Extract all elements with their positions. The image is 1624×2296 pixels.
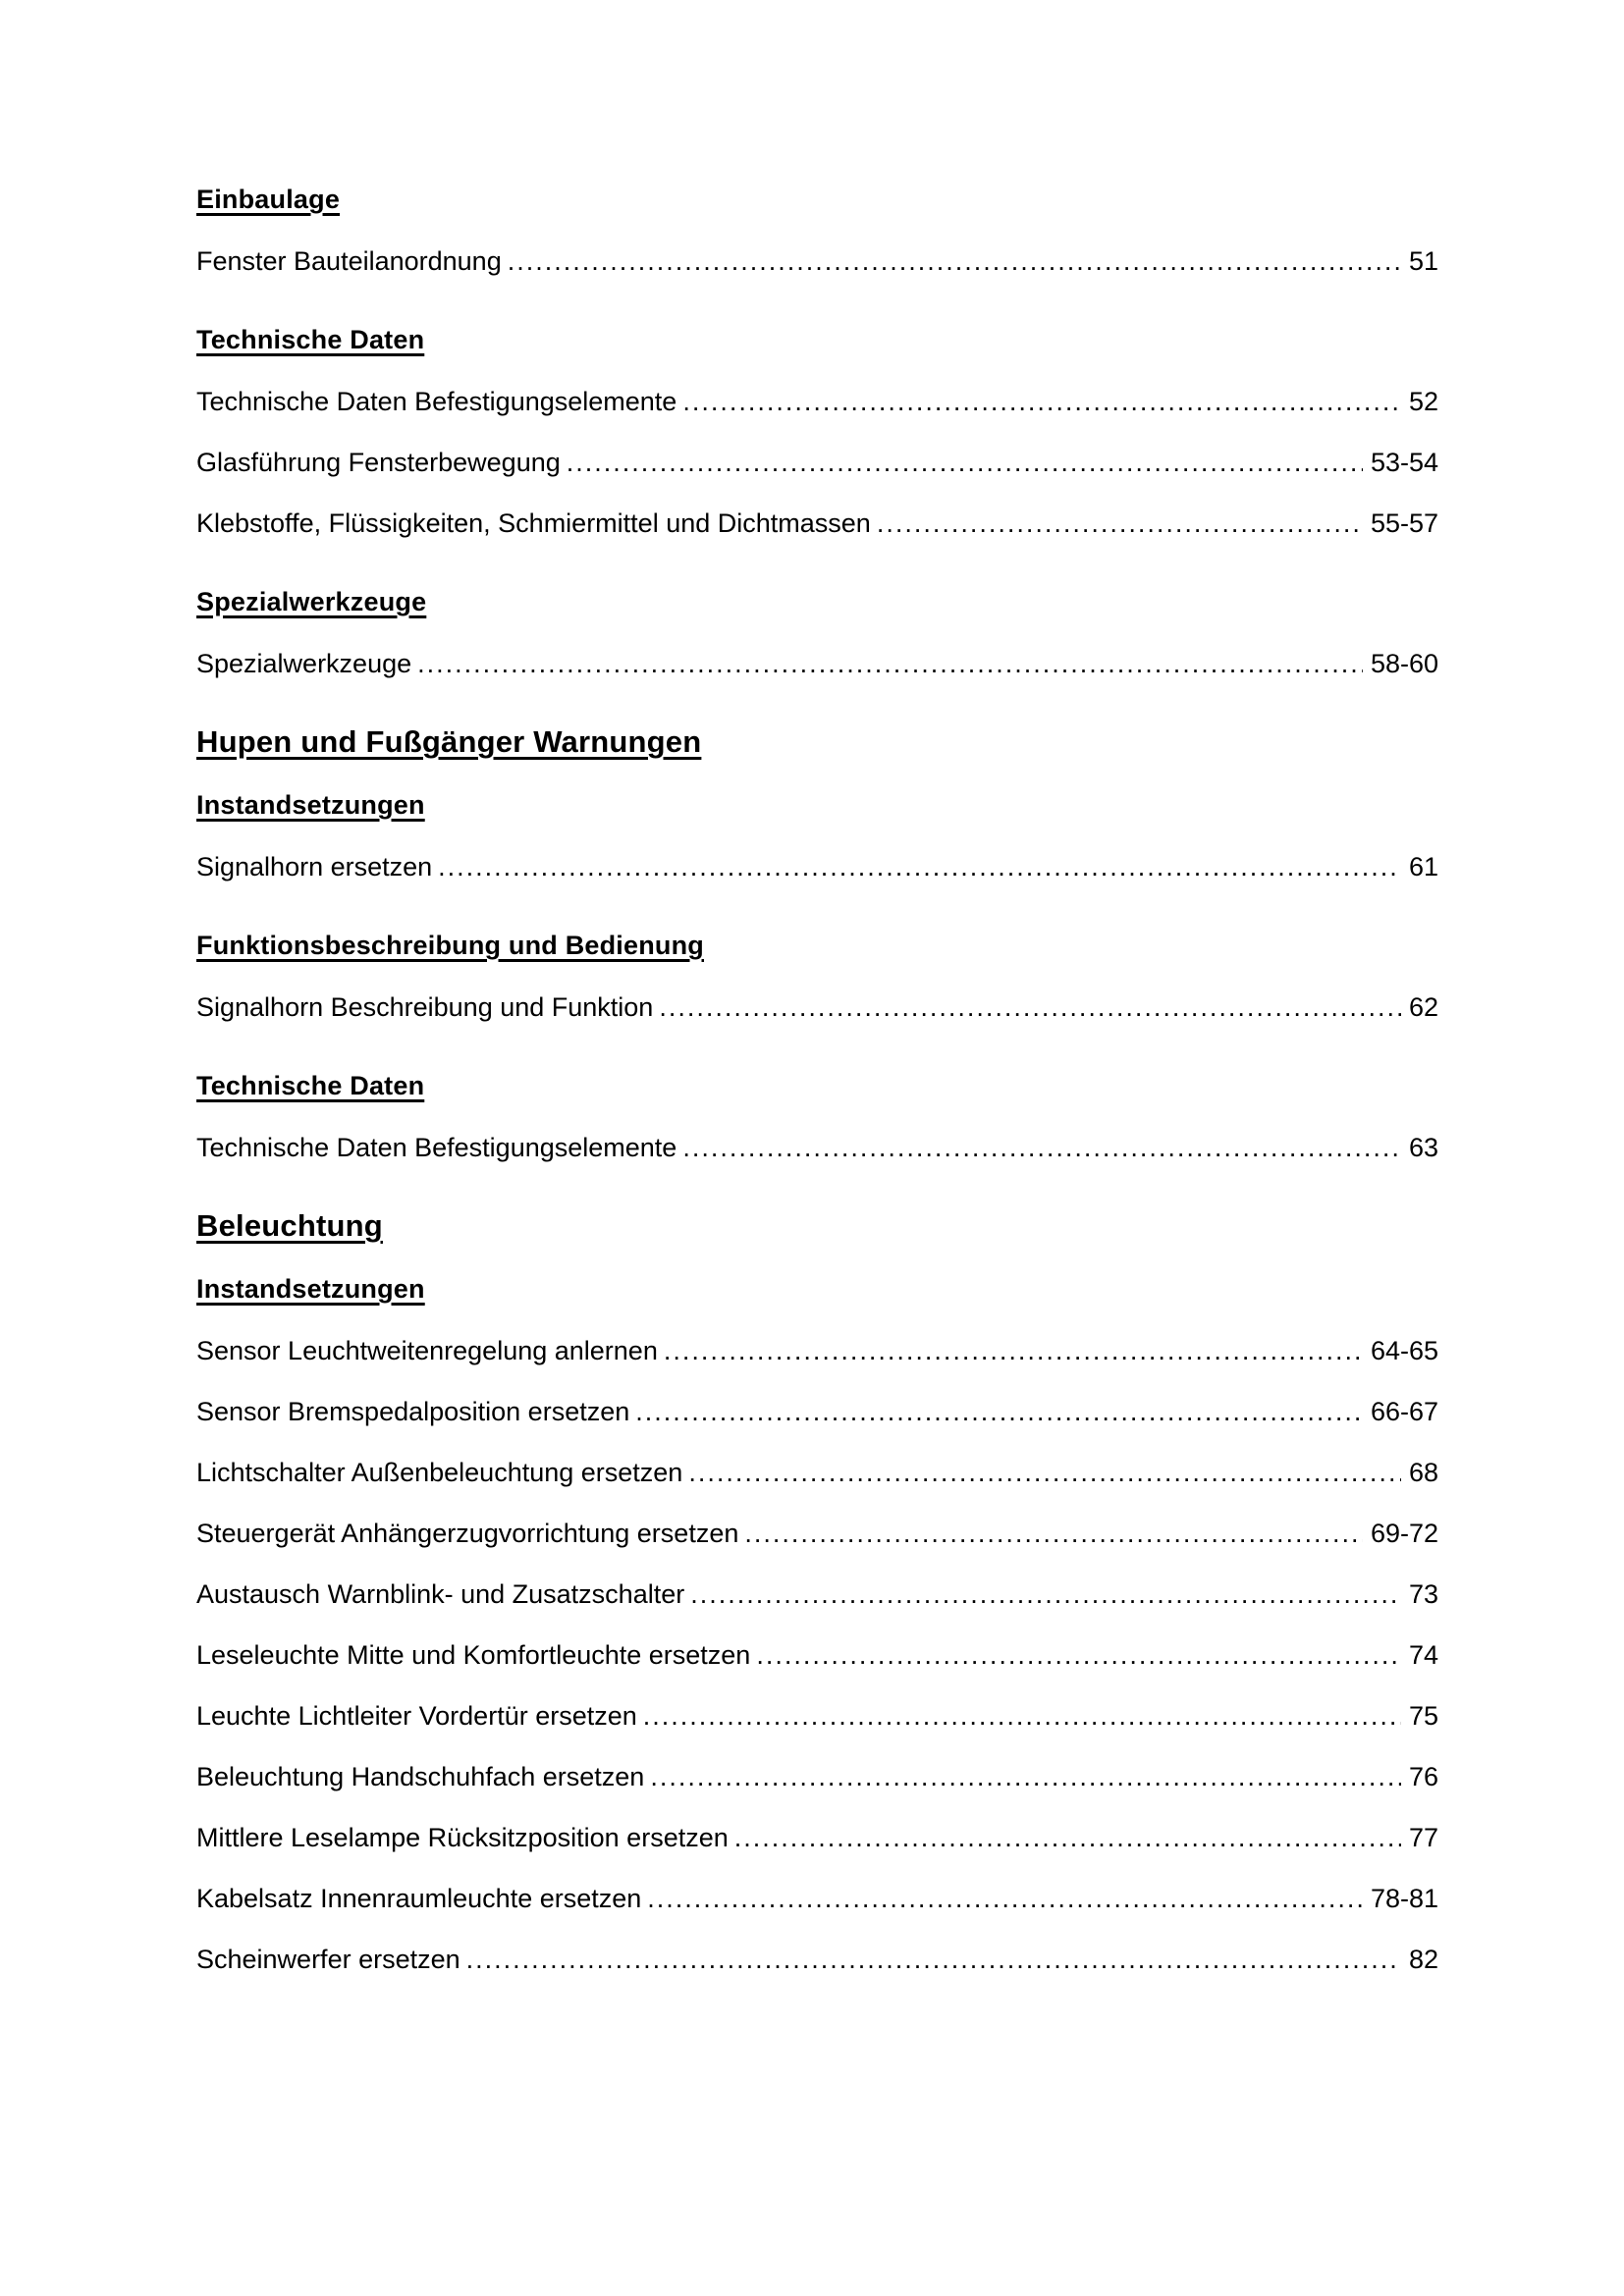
toc-entry[interactable] <box>196 1519 1438 1548</box>
entry-page-number: 66-67 <box>1370 1397 1438 1426</box>
section-title: Beleuchtung <box>196 1208 383 1243</box>
entry-title: Signalhorn Beschreibung und Funktion <box>196 992 654 1022</box>
entry-title: Leseleuchte Mitte und Komfortleuchte ersetzen <box>196 1640 751 1670</box>
toc-group <box>196 185 1438 276</box>
entry-title: Technische Daten Befestigungselemente <box>196 1133 677 1162</box>
entry-title: Sensor Bremspedalposition ersetzen <box>196 1397 630 1426</box>
toc-entry[interactable] <box>196 246 1438 276</box>
entry-page-number: 55-57 <box>1370 508 1438 538</box>
group-heading: Technische Daten <box>196 1071 425 1100</box>
dot-leader <box>438 852 1401 881</box>
toc-entry[interactable] <box>196 1701 1438 1731</box>
entry-page-number: 62 <box>1408 992 1438 1022</box>
dot-leader <box>643 1701 1401 1731</box>
dot-leader <box>508 246 1401 276</box>
toc-entry[interactable] <box>196 649 1438 678</box>
entry-title: Fenster Bauteilanordnung <box>196 246 502 276</box>
entry-title: Scheinwerfer ersetzen <box>196 1945 460 1974</box>
dot-leader <box>647 1884 1363 1913</box>
toc-entry[interactable] <box>196 1579 1438 1609</box>
dot-leader <box>756 1640 1401 1670</box>
entry-title: Mittlere Leselampe Rücksitzposition ersetzen <box>196 1823 729 1852</box>
entry-page-number: 52 <box>1408 387 1438 416</box>
toc-entry[interactable] <box>196 1762 1438 1791</box>
dot-leader <box>650 1762 1401 1791</box>
dot-leader <box>877 508 1363 538</box>
toc-group <box>196 724 1438 881</box>
entry-page-number: 61 <box>1408 852 1438 881</box>
toc-entry[interactable] <box>196 1823 1438 1852</box>
dot-leader <box>682 1133 1401 1162</box>
toc-entry[interactable] <box>196 1133 1438 1162</box>
entry-title: Steuergerät Anhängerzugvorrichtung ersetzen <box>196 1519 739 1548</box>
entry-page-number: 51 <box>1408 246 1438 276</box>
entry-title: Austausch Warnblink- und Zusatzschalter <box>196 1579 685 1609</box>
entry-page-number: 69-72 <box>1370 1519 1438 1548</box>
toc-group <box>196 1071 1438 1162</box>
toc-entry[interactable] <box>196 992 1438 1022</box>
entry-page-number: 73 <box>1408 1579 1438 1609</box>
dot-leader <box>417 649 1363 678</box>
dot-leader <box>659 992 1401 1022</box>
toc-entry[interactable] <box>196 448 1438 477</box>
entry-title: Lichtschalter Außenbeleuchtung ersetzen <box>196 1458 683 1487</box>
toc-entry[interactable] <box>196 1397 1438 1426</box>
toc-entry[interactable] <box>196 1884 1438 1913</box>
toc-entry[interactable] <box>196 1336 1438 1365</box>
entry-title: Spezialwerkzeuge <box>196 649 412 678</box>
entry-page-number: 76 <box>1408 1762 1438 1791</box>
entry-title: Klebstoffe, Flüssigkeiten, Schmiermittel und Dichtmassen <box>196 508 871 538</box>
entry-page-number: 75 <box>1408 1701 1438 1731</box>
toc-group <box>196 931 1438 1022</box>
entry-page-number: 82 <box>1408 1945 1438 1974</box>
entry-title: Glasführung Fensterbewegung <box>196 448 561 477</box>
dot-leader <box>734 1823 1401 1852</box>
dot-leader <box>682 387 1401 416</box>
dot-leader <box>690 1579 1401 1609</box>
entry-title: Leuchte Lichtleiter Vordertür ersetzen <box>196 1701 637 1731</box>
entry-page-number: 78-81 <box>1370 1884 1438 1913</box>
group-heading: Spezialwerkzeuge <box>196 587 427 616</box>
toc-group <box>196 325 1438 538</box>
section-title: Hupen und Fußgänger Warnungen <box>196 724 702 759</box>
entry-page-number: 58-60 <box>1370 649 1438 678</box>
group-heading: Instandsetzungen <box>196 790 425 820</box>
dot-leader <box>664 1336 1363 1365</box>
entry-title: Technische Daten Befestigungselemente <box>196 387 677 416</box>
toc-group <box>196 587 1438 678</box>
toc-group <box>196 1208 1438 1974</box>
toc-entry[interactable] <box>196 1945 1438 1974</box>
dot-leader <box>635 1397 1363 1426</box>
entry-title: Kabelsatz Innenraumleuchte ersetzen <box>196 1884 642 1913</box>
group-heading: Technische Daten <box>196 325 425 354</box>
group-heading: Einbaulage <box>196 185 341 214</box>
toc-entry[interactable] <box>196 508 1438 538</box>
dot-leader <box>744 1519 1363 1548</box>
toc-entry[interactable] <box>196 1458 1438 1487</box>
dot-leader <box>688 1458 1401 1487</box>
toc-entry[interactable] <box>196 1640 1438 1670</box>
dot-leader <box>567 448 1363 477</box>
entry-title: Signalhorn ersetzen <box>196 852 433 881</box>
entry-page-number: 53-54 <box>1370 448 1438 477</box>
entry-page-number: 64-65 <box>1370 1336 1438 1365</box>
group-heading: Funktionsbeschreibung und Bedienung <box>196 931 704 960</box>
toc-entry[interactable] <box>196 387 1438 416</box>
table-of-contents <box>196 185 1438 1974</box>
entry-page-number: 63 <box>1408 1133 1438 1162</box>
entry-page-number: 68 <box>1408 1458 1438 1487</box>
dot-leader <box>466 1945 1401 1974</box>
toc-entry[interactable] <box>196 852 1438 881</box>
entry-title: Sensor Leuchtweitenregelung anlernen <box>196 1336 658 1365</box>
entry-title: Beleuchtung Handschuhfach ersetzen <box>196 1762 645 1791</box>
entry-page-number: 77 <box>1408 1823 1438 1852</box>
group-heading: Instandsetzungen <box>196 1274 425 1304</box>
entry-page-number: 74 <box>1408 1640 1438 1670</box>
